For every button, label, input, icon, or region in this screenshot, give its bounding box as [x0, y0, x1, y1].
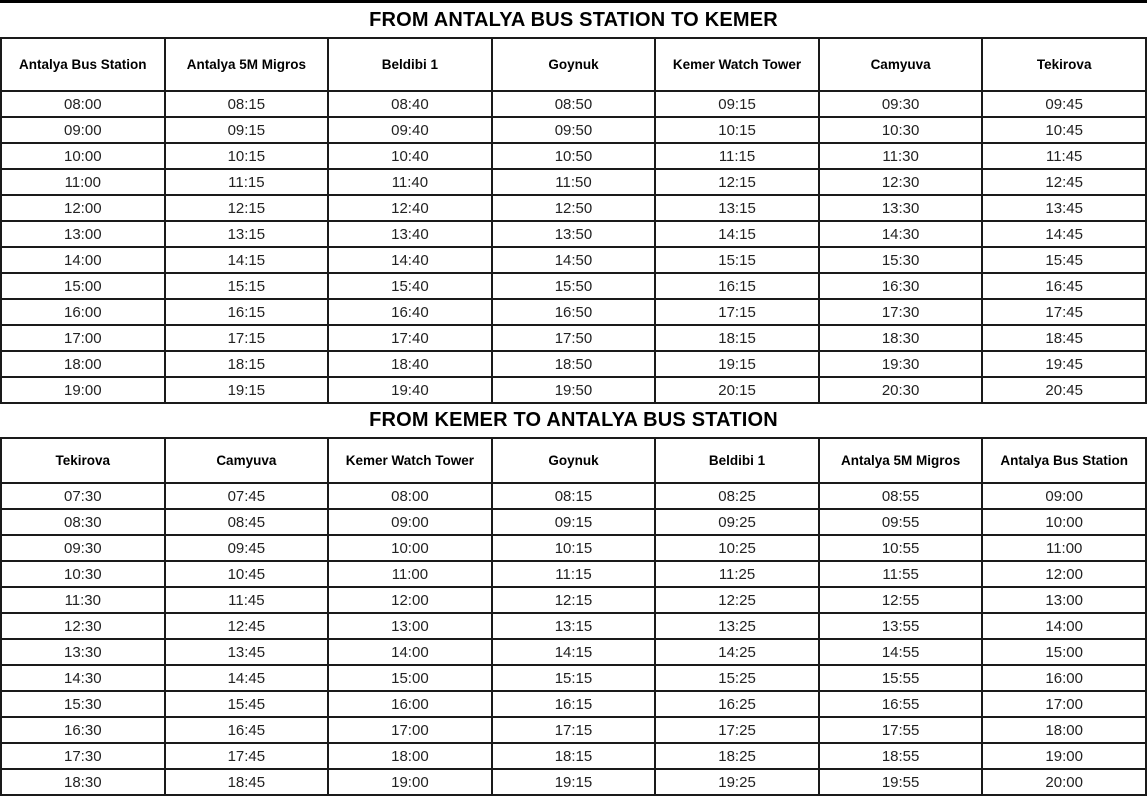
column-header: Kemer Watch Tower: [655, 38, 819, 91]
time-cell: 14:25: [655, 639, 819, 665]
time-cell: 16:00: [328, 691, 492, 717]
time-cell: 15:15: [492, 665, 656, 691]
time-cell: 09:00: [982, 483, 1146, 509]
time-cell: 13:15: [165, 221, 329, 247]
time-cell: 14:00: [328, 639, 492, 665]
time-cell: 09:30: [819, 91, 983, 117]
table-row: [1, 509, 1146, 535]
time-cell: 12:15: [492, 587, 656, 613]
time-cell: 13:50: [492, 221, 656, 247]
table-row: [1, 143, 1146, 169]
time-cell: 17:40: [328, 325, 492, 351]
time-cell: 10:55: [819, 535, 983, 561]
time-cell: 17:25: [655, 717, 819, 743]
title-to-kemer: FROM ANTALYA BUS STATION TO KEMER: [369, 8, 778, 31]
time-cell: 17:30: [819, 299, 983, 325]
time-cell: 09:30: [1, 535, 165, 561]
time-cell: 16:30: [1, 717, 165, 743]
time-cell: 11:30: [819, 143, 983, 169]
time-cell: 09:00: [1, 117, 165, 143]
time-cell: 19:00: [982, 743, 1146, 769]
time-cell: 08:45: [165, 509, 329, 535]
time-cell: 07:30: [1, 483, 165, 509]
time-cell: 08:55: [819, 483, 983, 509]
time-cell: 12:45: [165, 613, 329, 639]
time-cell: 18:15: [655, 325, 819, 351]
time-cell: 17:15: [165, 325, 329, 351]
column-header: Beldibi 1: [655, 438, 819, 483]
time-cell: 17:30: [1, 743, 165, 769]
time-cell: 16:15: [165, 299, 329, 325]
time-cell: 11:15: [165, 169, 329, 195]
time-cell: 13:00: [982, 587, 1146, 613]
time-cell: 13:00: [1, 221, 165, 247]
time-cell: 11:15: [492, 561, 656, 587]
time-cell: 18:50: [492, 351, 656, 377]
time-cell: 12:45: [982, 169, 1146, 195]
time-cell: 11:30: [1, 587, 165, 613]
table-row: [1, 561, 1146, 587]
timetable-to-antalya: [0, 437, 1147, 796]
time-cell: 09:45: [982, 91, 1146, 117]
time-cell: 10:15: [165, 143, 329, 169]
column-header: Goynuk: [492, 38, 656, 91]
time-cell: 10:15: [492, 535, 656, 561]
time-cell: 15:40: [328, 273, 492, 299]
table-row: [1, 117, 1146, 143]
time-cell: 19:40: [328, 377, 492, 403]
time-cell: 13:00: [328, 613, 492, 639]
time-cell: 13:45: [982, 195, 1146, 221]
time-cell: 15:00: [328, 665, 492, 691]
column-header: Antalya 5M Migros: [165, 38, 329, 91]
time-cell: 12:15: [655, 169, 819, 195]
table-row: [1, 691, 1146, 717]
time-cell: 15:55: [819, 665, 983, 691]
time-cell: 08:50: [492, 91, 656, 117]
time-cell: 14:45: [982, 221, 1146, 247]
time-cell: 12:00: [1, 195, 165, 221]
table-row: [1, 221, 1146, 247]
table-row: [1, 717, 1146, 743]
time-cell: 12:15: [165, 195, 329, 221]
time-cell: 10:25: [655, 535, 819, 561]
time-cell: 09:55: [819, 509, 983, 535]
time-cell: 14:15: [165, 247, 329, 273]
time-cell: 13:15: [655, 195, 819, 221]
time-cell: 18:00: [1, 351, 165, 377]
time-cell: 16:15: [492, 691, 656, 717]
time-cell: 08:15: [492, 483, 656, 509]
time-cell: 13:25: [655, 613, 819, 639]
time-cell: 10:15: [655, 117, 819, 143]
table-row: [1, 665, 1146, 691]
time-cell: 20:15: [655, 377, 819, 403]
time-cell: 14:30: [819, 221, 983, 247]
time-cell: 18:25: [655, 743, 819, 769]
time-cell: 19:00: [328, 769, 492, 795]
time-cell: 10:00: [328, 535, 492, 561]
time-cell: 09:50: [492, 117, 656, 143]
time-cell: 19:00: [1, 377, 165, 403]
time-cell: 18:30: [1, 769, 165, 795]
time-cell: 13:55: [819, 613, 983, 639]
time-cell: 13:15: [492, 613, 656, 639]
time-cell: 15:15: [165, 273, 329, 299]
time-cell: 09:25: [655, 509, 819, 535]
header-row: [1, 438, 1146, 483]
time-cell: 14:00: [982, 613, 1146, 639]
time-cell: 17:00: [328, 717, 492, 743]
time-cell: 18:15: [165, 351, 329, 377]
table-row: [1, 351, 1146, 377]
time-cell: 17:50: [492, 325, 656, 351]
column-header: Antalya Bus Station: [1, 38, 165, 91]
table-row: [1, 169, 1146, 195]
time-cell: 16:00: [982, 665, 1146, 691]
time-cell: 14:15: [492, 639, 656, 665]
time-cell: 17:15: [655, 299, 819, 325]
time-cell: 08:30: [1, 509, 165, 535]
time-cell: 18:45: [165, 769, 329, 795]
time-cell: 12:00: [328, 587, 492, 613]
column-header: Kemer Watch Tower: [328, 438, 492, 483]
column-header: Camyuva: [819, 38, 983, 91]
time-cell: 18:00: [328, 743, 492, 769]
time-cell: 18:15: [492, 743, 656, 769]
time-cell: 18:30: [819, 325, 983, 351]
time-cell: 16:15: [655, 273, 819, 299]
time-cell: 19:15: [492, 769, 656, 795]
time-cell: 18:45: [982, 325, 1146, 351]
time-cell: 20:45: [982, 377, 1146, 403]
time-cell: 08:00: [1, 91, 165, 117]
time-cell: 19:15: [655, 351, 819, 377]
time-cell: 11:55: [819, 561, 983, 587]
time-cell: 17:00: [1, 325, 165, 351]
time-cell: 09:00: [328, 509, 492, 535]
time-cell: 10:30: [819, 117, 983, 143]
time-cell: 14:30: [1, 665, 165, 691]
time-cell: 13:40: [328, 221, 492, 247]
time-cell: 10:40: [328, 143, 492, 169]
title-to-antalya: FROM KEMER TO ANTALYA BUS STATION: [369, 409, 778, 431]
time-cell: 14:40: [328, 247, 492, 273]
time-cell: 11:45: [982, 143, 1146, 169]
time-cell: 10:45: [982, 117, 1146, 143]
time-cell: 11:00: [328, 561, 492, 587]
column-header: Tekirova: [982, 38, 1146, 91]
time-cell: 13:30: [1, 639, 165, 665]
table-row: [1, 377, 1146, 403]
time-cell: 19:50: [492, 377, 656, 403]
time-cell: 15:30: [819, 247, 983, 273]
time-cell: 10:00: [982, 509, 1146, 535]
time-cell: 11:15: [655, 143, 819, 169]
time-cell: 09:15: [655, 91, 819, 117]
time-cell: 15:00: [982, 639, 1146, 665]
time-cell: 14:55: [819, 639, 983, 665]
table-row: [1, 613, 1146, 639]
time-cell: 14:45: [165, 665, 329, 691]
time-cell: 17:15: [492, 717, 656, 743]
time-cell: 16:45: [165, 717, 329, 743]
table-row: [1, 743, 1146, 769]
time-cell: 16:55: [819, 691, 983, 717]
time-cell: 16:30: [819, 273, 983, 299]
time-cell: 12:40: [328, 195, 492, 221]
time-cell: 07:45: [165, 483, 329, 509]
time-cell: 09:15: [165, 117, 329, 143]
time-cell: 12:25: [655, 587, 819, 613]
time-cell: 08:15: [165, 91, 329, 117]
time-cell: 11:40: [328, 169, 492, 195]
time-cell: 12:55: [819, 587, 983, 613]
time-cell: 08:40: [328, 91, 492, 117]
time-cell: 16:00: [1, 299, 165, 325]
time-cell: 17:55: [819, 717, 983, 743]
table-row: [1, 535, 1146, 561]
time-cell: 11:45: [165, 587, 329, 613]
column-header: Goynuk: [492, 438, 656, 483]
time-cell: 08:25: [655, 483, 819, 509]
time-cell: 19:15: [165, 377, 329, 403]
time-cell: 12:30: [1, 613, 165, 639]
time-cell: 15:15: [655, 247, 819, 273]
table-row: [1, 273, 1146, 299]
table-row: [1, 91, 1146, 117]
time-cell: 18:00: [982, 717, 1146, 743]
time-cell: 18:40: [328, 351, 492, 377]
time-cell: 10:30: [1, 561, 165, 587]
time-cell: 11:00: [1, 169, 165, 195]
table-row: [1, 483, 1146, 509]
time-cell: 17:00: [982, 691, 1146, 717]
time-cell: 12:00: [982, 561, 1146, 587]
time-cell: 17:45: [982, 299, 1146, 325]
time-cell: 14:50: [492, 247, 656, 273]
time-cell: 20:30: [819, 377, 983, 403]
table-row: [1, 299, 1146, 325]
table-row: [1, 247, 1146, 273]
column-header: Camyuva: [165, 438, 329, 483]
time-cell: 16:50: [492, 299, 656, 325]
table-row: [1, 195, 1146, 221]
table-row: [1, 325, 1146, 351]
time-cell: 12:30: [819, 169, 983, 195]
time-cell: 11:00: [982, 535, 1146, 561]
time-cell: 14:15: [655, 221, 819, 247]
time-cell: 12:50: [492, 195, 656, 221]
time-cell: 14:00: [1, 247, 165, 273]
column-header: Antalya 5M Migros: [819, 438, 983, 483]
time-cell: 10:45: [165, 561, 329, 587]
column-header: Tekirova: [1, 438, 165, 483]
time-cell: 15:45: [982, 247, 1146, 273]
table-row: [1, 639, 1146, 665]
time-cell: 13:45: [165, 639, 329, 665]
table-row: [1, 587, 1146, 613]
time-cell: 15:25: [655, 665, 819, 691]
time-cell: 16:40: [328, 299, 492, 325]
time-cell: 08:00: [328, 483, 492, 509]
timetable-to-kemer: [0, 37, 1147, 404]
time-cell: 15:00: [1, 273, 165, 299]
time-cell: 20:00: [982, 769, 1146, 795]
time-cell: 10:00: [1, 143, 165, 169]
time-cell: 19:55: [819, 769, 983, 795]
time-cell: 11:50: [492, 169, 656, 195]
time-cell: 15:50: [492, 273, 656, 299]
time-cell: 17:45: [165, 743, 329, 769]
time-cell: 09:40: [328, 117, 492, 143]
column-header: Antalya Bus Station: [982, 438, 1146, 483]
time-cell: 19:30: [819, 351, 983, 377]
time-cell: 15:30: [1, 691, 165, 717]
time-cell: 19:25: [655, 769, 819, 795]
time-cell: 19:45: [982, 351, 1146, 377]
table-row: [1, 769, 1146, 795]
header-row: [1, 38, 1146, 91]
time-cell: 11:25: [655, 561, 819, 587]
time-cell: 10:50: [492, 143, 656, 169]
time-cell: 18:55: [819, 743, 983, 769]
time-cell: 15:45: [165, 691, 329, 717]
time-cell: 09:15: [492, 509, 656, 535]
time-cell: 13:30: [819, 195, 983, 221]
time-cell: 16:45: [982, 273, 1146, 299]
time-cell: 09:45: [165, 535, 329, 561]
time-cell: 16:25: [655, 691, 819, 717]
column-header: Beldibi 1: [328, 38, 492, 91]
